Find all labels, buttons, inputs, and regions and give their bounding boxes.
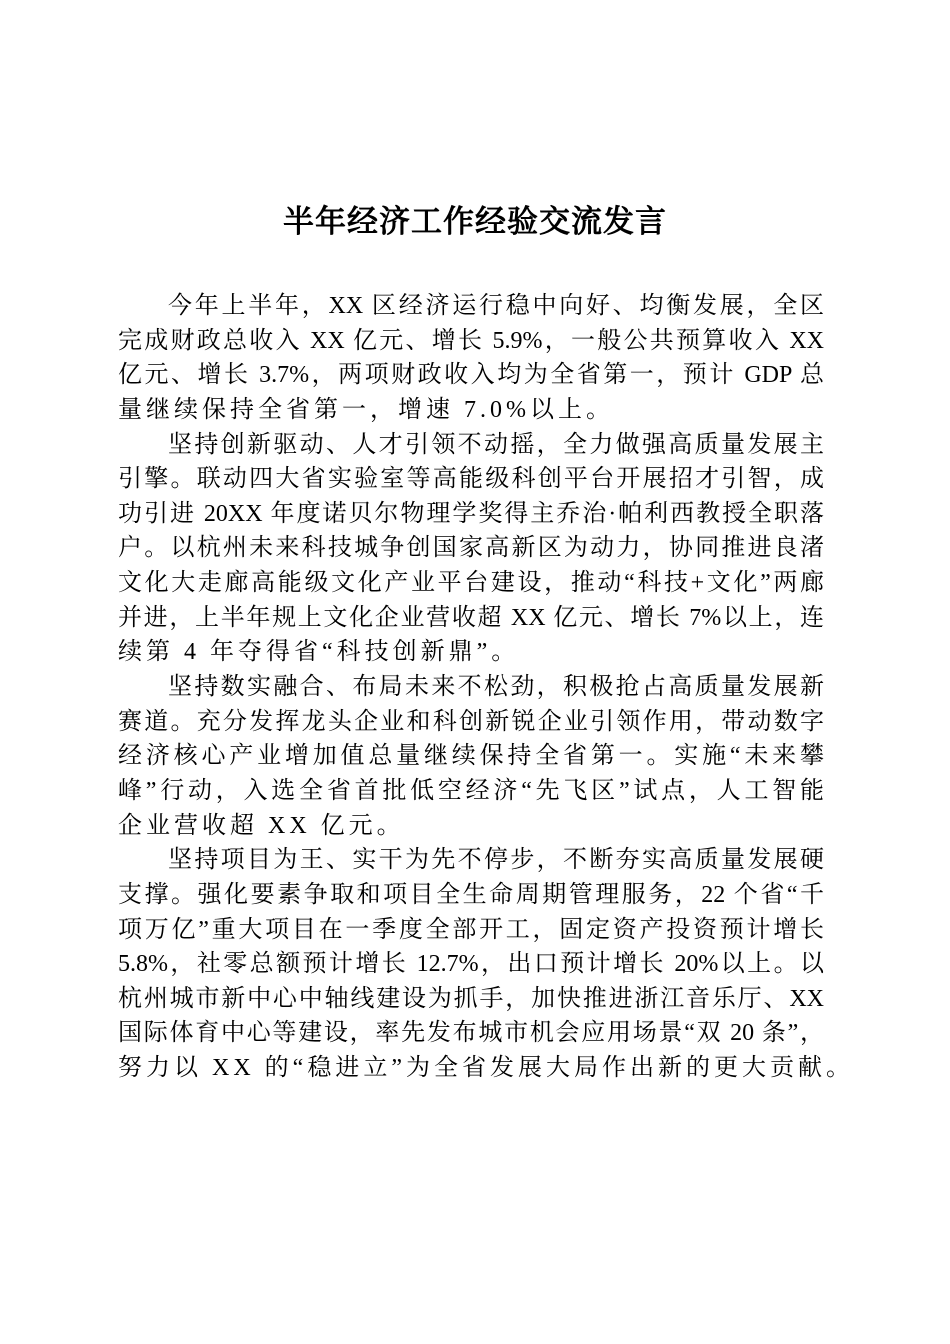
paragraph xyxy=(118,289,824,428)
text-line: 功引进 20XX 年度诺贝尔物理学奖得主乔治·帕利西教授全职落 xyxy=(118,500,824,527)
text-line: 亿元、增长 3.7%，两项财政收入均为全省第一，预计 GDP 总 xyxy=(118,362,824,389)
text-line: 5.8%，社零总额预计增长 12.7%，出口预计增长 20%以上。以 xyxy=(118,951,824,978)
text-line: 户。以杭州未来科技城争创国家高新区为动力，协同推进良渚 xyxy=(118,535,824,562)
text-line: 坚持项目为王、实干为先不停步，不断夯实高质量发展硬 xyxy=(168,847,824,874)
text-line: 坚持数实融合、布局未来不松劲，积极抢占高质量发展新 xyxy=(168,674,824,701)
text-line: 量继续保持全省第一，增速 7.0%以上。 xyxy=(118,396,614,423)
text-line: 峰”行动，入选全省首批低空经济“先飞区”试点，人工智能 xyxy=(118,777,824,804)
paragraph xyxy=(118,670,824,843)
text-line: 今年上半年，XX 区经济运行稳中向好、均衡发展，全区 xyxy=(168,293,824,319)
paragraph xyxy=(118,843,854,1085)
text-line: 经济核心产业增加值总量继续保持全省第一。实施“未来攀 xyxy=(118,743,824,770)
text-line: 支撑。强化要素争取和项目全生命周期管理服务，22 个省“千 xyxy=(118,881,824,908)
text-line: 续第 4 年夺得省“科技创新鼎”。 xyxy=(118,639,520,666)
text-line: 企业营收超 XX 亿元。 xyxy=(118,812,405,839)
text-line: 完成财政总收入 XX 亿元、增长 5.9%，一般公共预算收入 XX xyxy=(118,327,824,354)
text-line: 文化大走廊高能级文化产业平台建设，推动“科技+文化”两廊 xyxy=(118,570,824,597)
text-line: 国际体育中心等建设，率先发布城市机会应用场景“双 20 条”， xyxy=(118,1020,824,1047)
text-line: 并进，上半年规上文化企业营收超 XX 亿元、增长 7%以上，连 xyxy=(118,604,824,631)
text-line: 赛道。充分发挥龙头企业和科创新锐企业引领作用，带动数字 xyxy=(118,708,824,735)
document-body xyxy=(118,289,854,1086)
text-line: 努力以 XX 的“稳进立”为全省发展大局作出新的更大贡献。 xyxy=(118,1055,854,1082)
document-title: 半年经济工作经验交流发言 xyxy=(283,204,667,239)
text-line: 项万亿”重大项目在一季度全部开工，固定资产投资预计增长 xyxy=(118,916,824,943)
text-line: 坚持创新驱动、人才引领不动摇，全力做强高质量发展主 xyxy=(168,431,824,458)
text-line: 引擎。联动四大省实验室等高能级科创平台开展招才引智，成 xyxy=(118,466,824,493)
paragraph xyxy=(118,428,824,670)
text-line: 杭州城市新中心中轴线建设为抓手，加快推进浙江音乐厅、XX xyxy=(118,985,824,1012)
